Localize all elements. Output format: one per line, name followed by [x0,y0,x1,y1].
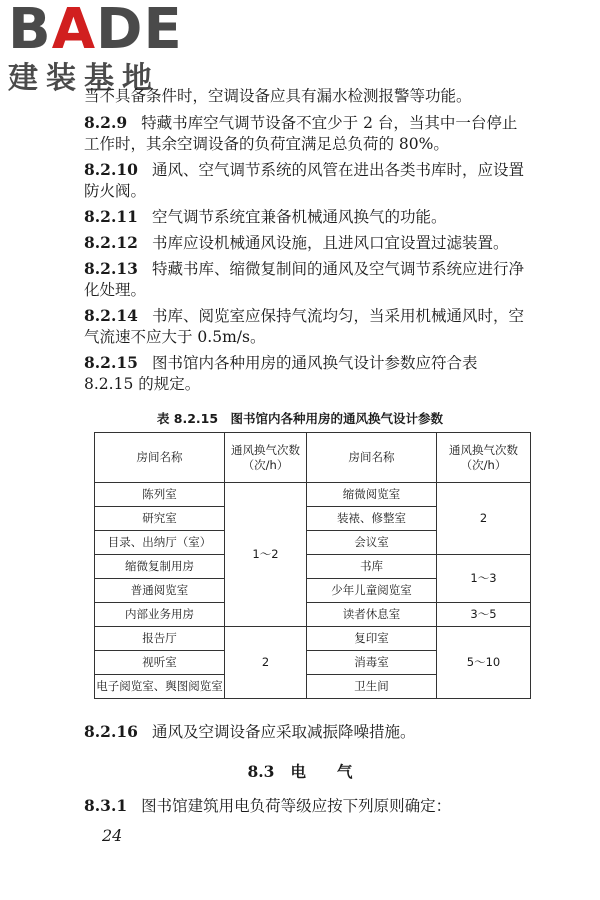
clause-8-2-11: 8.2.11 空气调节系统宜兼备机械通风换气的功能。 [84,207,447,226]
room-cell: 电子阅览室、舆图阅览室 [95,675,225,699]
room-cell: 卫生间 [307,675,437,699]
table-row [95,603,531,627]
text-line: 8.2.15 的规定。 [84,375,201,393]
room-cell: 缩微阅览室 [307,483,437,507]
clause-number: 8.2.9 [84,113,128,132]
header-air-changes: 通风换气次数 （次/h） [225,433,307,483]
room-cell: 陈列室 [95,483,225,507]
text-line: 工作时，其余空调设备的负荷宜满足总负荷的 80%。 [84,135,449,153]
rate-cell: 2 [225,627,307,699]
room-cell: 少年儿童阅览室 [307,579,437,603]
room-cell: 报告厅 [95,627,225,651]
clause-8-2-16: 8.2.16 通风及空调设备应采取减振降噪措施。 [84,722,416,741]
clause-8-2-10: 8.2.10 通风、空气调节系统的风管在进出各类书库时，应设置 [84,160,524,179]
room-cell: 书库 [307,555,437,579]
table-header-row [95,433,531,483]
header-room-name: 房间名称 [307,433,437,483]
logo-chinese-name: 建装基地 [8,61,160,96]
table-row [95,483,531,507]
rate-cell: 1～2 [225,483,307,627]
table-row [95,627,531,651]
logo-wordmark: BADE [8,0,183,62]
room-cell: 普通阅览室 [95,579,225,603]
rate-cell: 5～10 [437,627,531,699]
room-cell: 复印室 [307,627,437,651]
room-cell: 装裱、修整室 [307,507,437,531]
clause-number: 8.2.10 [84,160,138,179]
rate-cell: 2 [437,483,531,555]
clause-number: 8.3.1 [84,796,128,815]
clause-8-2-13: 8.2.13 特藏书库、缩微复制间的通风及空气调节系统应进行净 [84,259,524,278]
clause-number: 8.2.16 [84,722,138,741]
room-cell: 消毒室 [307,651,437,675]
page-number: 24 [102,826,123,845]
clause-number: 8.2.15 [84,353,138,372]
rate-cell: 1～3 [437,555,531,603]
text-line: 防火阀。 [84,182,147,200]
header-room-name: 房间名称 [95,433,225,483]
table-caption: 表 8.2.15 图书馆内各种用房的通风换气设计参数 [156,411,444,426]
room-cell: 缩微复制用房 [95,555,225,579]
clause-number: 8.2.12 [84,233,138,252]
table-row [95,555,531,579]
clause-8-3-1: 8.3.1 图书馆建筑用电负荷等级应按下列原则确定： [84,796,452,815]
room-cell: 研究室 [95,507,225,531]
room-cell: 读者休息室 [307,603,437,627]
text-line-continuation: 当不具备条件时，空调设备应具有漏水检测报警等功能。 [84,87,472,105]
clause-8-2-14: 8.2.14 书库、阅览室应保持气流均匀，当采用机械通风时，空 [84,306,524,325]
rate-cell: 3～5 [437,603,531,627]
clause-8-2-15: 8.2.15 图书馆内各种用房的通风换气设计参数应符合表 [84,353,478,372]
clause-number: 8.2.11 [84,207,138,226]
text-line: 化处理。 [84,281,147,299]
clause-8-2-12: 8.2.12 书库应设机械通风设施，且进风口宜设置过滤装置。 [84,233,509,252]
header-air-changes: 通风换气次数 （次/h） [437,433,531,483]
room-cell: 视听室 [95,651,225,675]
clause-8-2-9: 8.2.9 特藏书库空气调节设备不宜少于 2 台，当其中一台停止 [84,113,518,132]
text-line: 气流速不应大于 0.5m/s。 [84,328,266,346]
clause-number: 8.2.14 [84,306,138,325]
room-cell: 会议室 [307,531,437,555]
clause-number: 8.2.13 [84,259,138,278]
room-cell: 目录、出纳厅（室） [95,531,225,555]
section-heading: 8.3 电 气 [247,762,353,781]
room-cell: 内部业务用房 [95,603,225,627]
ventilation-table [94,432,531,699]
